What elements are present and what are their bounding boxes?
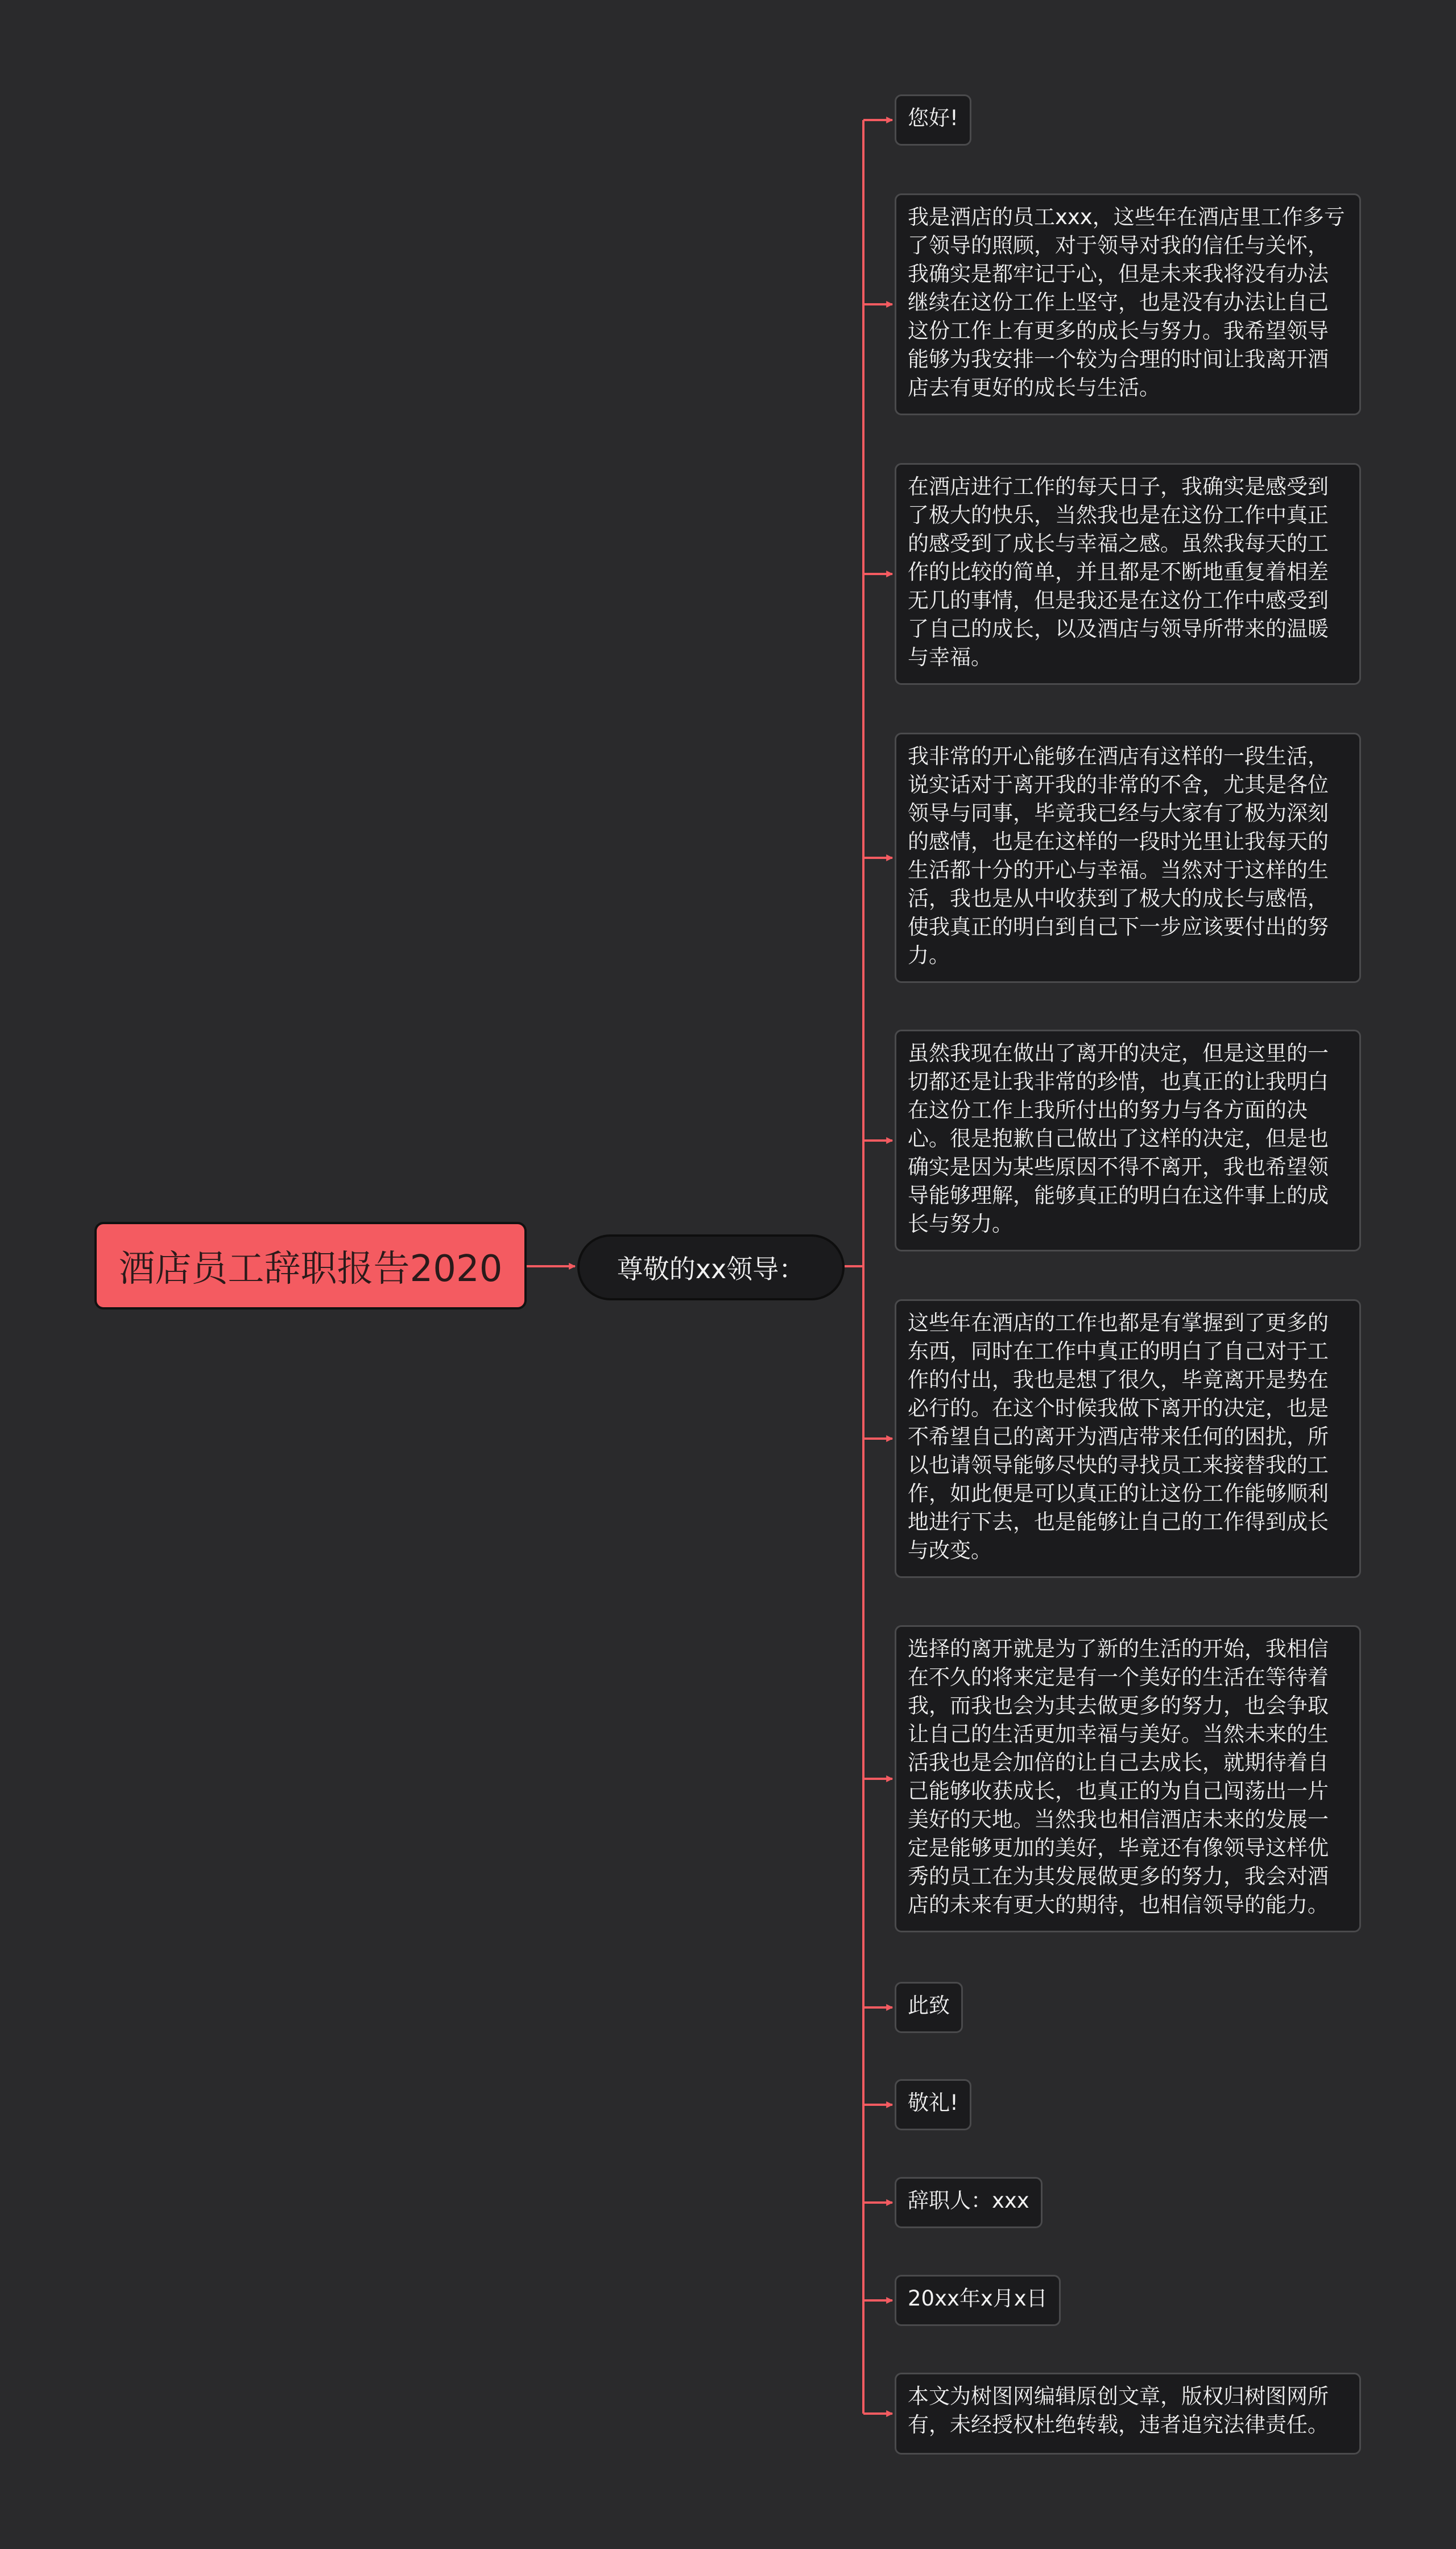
leaf-node-paragraph-4[interactable]: 虽然我现在做出了离开的决定，但是这里的一切都还是让我非常的珍惜，也真正的让我明白在这份工作上我所付出的努力与各方面的决心。很是抱歉自己做出了这样的决定，但是也确实是因为某些原因不得不离开，我也希望领导能够理解，能够真正的明白在这件事上的成长与努力。: [895, 1030, 1361, 1251]
branch-node-salutation[interactable]: [577, 1234, 845, 1300]
leaf-node-closing[interactable]: 此致: [895, 1982, 963, 2033]
leaf-node-paragraph-6[interactable]: 选择的离开就是为了新的生活的开始，我相信在不久的将来定是有一个美好的生活在等待着我，而我也会为其去做更多的努力，也会争取让自己的生活更加幸福与美好。当然未来的生活我也是会加倍的让自己去成长，就期待着自己能够收获成长，也真正的为自己闯荡出一片美好的天地。当然我也相信酒店未来的发展一定是能够更加的美好，毕竟还有像领导这样优秀的员工在为其发展做更多的努力，我会对酒店的未来有更大的期待，也相信领导的能力。: [895, 1625, 1361, 1932]
branch-node-label: 尊敬的xx领导：: [617, 1254, 805, 1284]
leaf-node-signature[interactable]: 辞职人：xxx: [895, 2177, 1043, 2228]
leaf-node-date[interactable]: 20xx年x月x日: [895, 2275, 1061, 2326]
leaf-node-copyright[interactable]: 本文为树图网编辑原创文章，版权归树图网所有，未经授权杜绝转载，违者追究法律责任。: [895, 2373, 1361, 2455]
leaf-node-salute[interactable]: 敬礼!: [895, 2079, 971, 2130]
leaf-node-paragraph-3[interactable]: 我非常的开心能够在酒店有这样的一段生活，说实话对于离开我的非常的不舍，尤其是各位领导与同事，毕竟我已经与大家有了极为深刻的感情，也是在这样的一段时光里让我每天的生活都十分的开心与幸福。当然对于这样的生活，我也是从中收获到了极大的成长与感悟，使我真正的明白到自己下一步应该要付出的努力。: [895, 733, 1361, 983]
leaf-node-paragraph-2[interactable]: 在酒店进行工作的每天日子，我确实是感受到了极大的快乐，当然我也是在这份工作中真正的感受到了成长与幸福之感。虽然我每天的工作的比较的简单，并且都是不断地重复着相差无几的事情，但是我还是在这份工作中感受到了自己的成长，以及酒店与领导所带来的温暖与幸福。: [895, 463, 1361, 685]
root-node[interactable]: [94, 1222, 527, 1309]
leaf-node-greeting[interactable]: 您好!: [895, 94, 971, 146]
leaf-node-paragraph-5[interactable]: 这些年在酒店的工作也都是有掌握到了更多的东西，同时在工作中真正的明白了自己对于工作的付出，我也是想了很久，毕竟离开是势在必行的。在这个时候我做下离开的决定，也是不希望自己的离开为酒店带来任何的困扰，所以也请领导能够尽快的寻找员工来接替我的工作，如此便是可以真正的让这份工作能够顺利地进行下去，也是能够让自己的工作得到成长与改变。: [895, 1299, 1361, 1578]
leaf-node-paragraph-1[interactable]: 我是酒店的员工xxx，这些年在酒店里工作多亏了领导的照顾，对于领导对我的信任与关怀，我确实是都牢记于心，但是未来我将没有办法继续在这份工作上坚守，也是没有办法让自己这份工作上有更多的成长与努力。我希望领导能够为我安排一个较为合理的时间让我离开酒店去有更好的成长与生活。: [895, 193, 1361, 415]
root-node-title: 酒店员工辞职报告2020: [118, 1248, 503, 1290]
